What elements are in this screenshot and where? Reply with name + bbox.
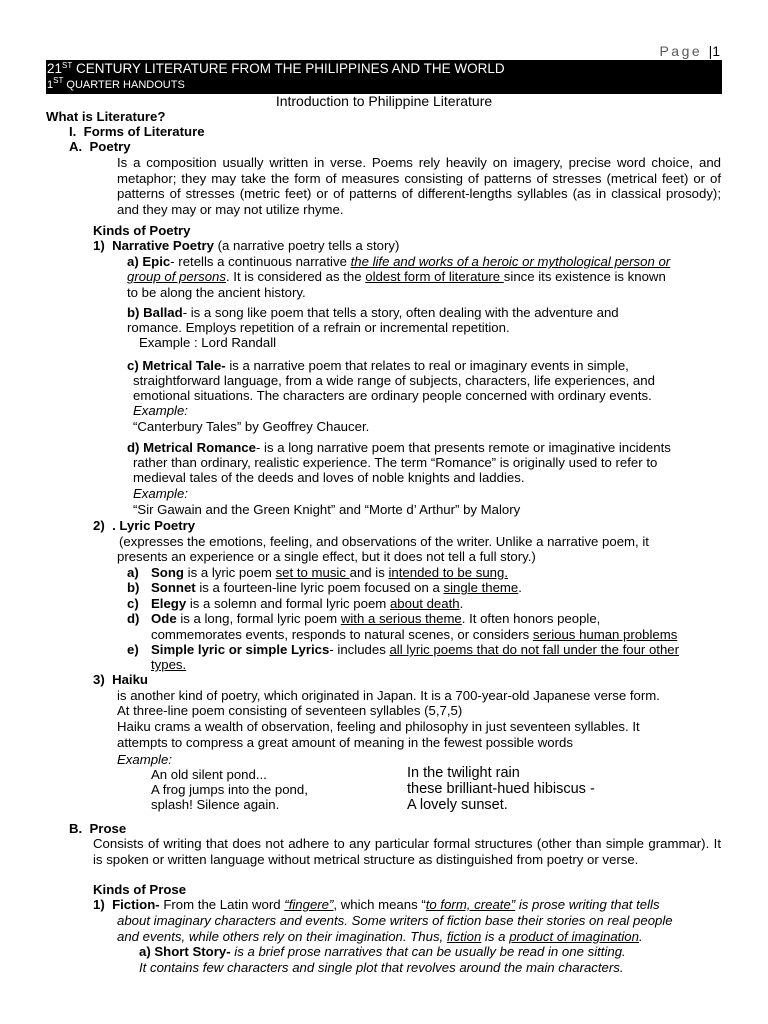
song-text-1: is a lyric poem [183,565,276,580]
haiku-right-line-3: A lovely sunset. [407,797,508,813]
fiction-text-5: is prose writing that tells [515,897,660,912]
metrical-tale-example-label: Example: [133,403,188,418]
ode-letter: d) [127,611,140,626]
simple-lyric-line-2: types. [151,657,187,672]
forms-heading [69,124,205,139]
haiku-desc-1: is another kind of poetry, which originated in Japan. It is a 700-year-old Japanese verse form. [117,688,660,703]
prose-label: Prose [89,821,127,836]
metrical-romance-example: “Sir Gawain and the Green Knight” and “Morte d’ Arthur” by Malory [133,502,521,517]
course-prefix: 21 [47,61,63,76]
haiku-left-line-1: An old silent pond... [151,767,267,782]
short-story-text-1: is a brief prose narratives that can be usually be read in one sitting. [230,944,626,959]
fiction-label: Fiction- [112,897,160,912]
fiction-text-11: . [638,929,643,944]
sonnet-letter: b) [127,580,140,595]
elegy-text-2: about death [389,596,460,611]
song-text-3: and is [349,565,389,580]
elegy-label: Elegy [151,596,187,611]
prose-definition: Consists of writing that does not adhere to any particular formal structures (other than simple grammar). It is spoken or written language without metrical structure as distinguished from poetry or verse. [93,836,721,867]
short-story-line-2: It contains few characters and single plot that revolves around the main characters. [139,960,624,975]
ode-label: Ode [151,611,177,626]
fiction-text-10: product of imagination [509,929,639,944]
metrical-tale-line-1 [127,358,629,373]
haiku-left-line-3: splash! Silence again. [151,797,280,812]
forms-label: Forms of Literature [83,124,205,139]
short-story-label: a) Short Story- [139,944,231,959]
ballad-label: b) Ballad [127,305,183,320]
metrical-tale-line-3: emotional situations. The characters are ordinary people concerned with ordinary events. [133,388,652,403]
elegy-text-1: is a solemn and formal lyric poem [186,596,390,611]
simple-lyric-line-1 [127,642,679,657]
metrical-romance-text-1: - is a long narrative poem that presents remote or imaginative incidents [255,440,671,455]
ode-text-4: commemorates events, responds to natural scenes, or considers [151,627,533,642]
epic-text-6: since its existence is known [503,269,666,284]
lyric-desc-1: (expresses the emotions, feeling, and observations of the writer. Unlike a narrative poem, it [119,534,649,549]
fiction-line-2: about imaginary characters and events. Some writers of fiction base their stories on real people [117,913,673,928]
song-label: Song [151,565,184,580]
metrical-romance-line-2: rather than ordinary, realistic experience. The term “Romance” is originally used to refer to [133,455,658,470]
poetry-label: Poetry [89,139,131,154]
lyric-label: . Lyric Poetry [112,518,196,533]
course-sup: ST [62,61,73,70]
simple-label: Simple lyric or simple Lyrics [151,642,330,657]
elegy-letter: c) [127,596,139,611]
page-number-header [659,43,720,59]
haiku-heading [93,672,148,687]
haiku-right-line-1: In the twilight rain [407,765,520,781]
haiku-right-line-2: these brilliant-hued hibiscus - [407,781,595,797]
what-is-literature-heading: What is Literature? [46,109,166,124]
narrative-desc: (a narrative poetry tells a story) [213,238,400,253]
ode-text-5: serious human problems [532,627,678,642]
kinds-of-prose-heading: Kinds of Prose [93,882,187,897]
fiction-text-9: is a [481,929,510,944]
fiction-text-7: and events, while others rely on their imagination. Thus, [117,929,447,944]
quarter-prefix: 1 [47,79,54,91]
prose-heading [69,821,126,836]
poetry-letter: A. [69,139,83,154]
sonnet-label: Sonnet [151,580,196,595]
narrative-num: 1) [93,238,105,253]
epic-label: a) Epic [127,254,171,269]
ballad-example: Example : Lord Randall [139,335,277,350]
song-letter: a) [127,565,139,580]
sonnet-text-1: is a fourteen-line lyric poem focused on a [195,580,444,595]
kinds-of-poetry-heading: Kinds of Poetry [93,223,191,238]
fiction-text-3: , which means “ [333,897,426,912]
epic-line-3: to be along the ancient history. [127,285,306,300]
narrative-poetry-item [93,238,399,253]
haiku-label: Haiku [112,672,148,687]
epic-text-3: group of persons [127,269,226,284]
fiction-text-4: to form, create” [425,897,516,912]
fiction-text-1: From the Latin word [159,897,285,912]
song-text-2: set to music [275,565,350,580]
sonnet-text-3: . [518,580,522,595]
poetry-heading [69,139,131,154]
epic-line-2 [127,269,666,284]
doc-title: Introduction to Philippine Literature [275,93,493,109]
ode-text-1: is a long, formal lyric poem [176,611,341,626]
quarter-sup: ST [53,76,64,85]
fiction-line-3 [117,929,643,944]
ode-item-line-2 [151,627,677,642]
metrical-tale-example: “Canterbury Tales” by Geoffrey Chaucer. [133,419,370,434]
metrical-romance-label: d) Metrical Romance [127,440,256,455]
course-title-bar [46,60,722,78]
song-item [127,565,508,580]
forms-num: I. [69,124,77,139]
ballad-text-1: - is a song like poem that tells a story, often dealing with the adventure and [182,305,619,320]
fiction-text-2: “fingere” [284,897,334,912]
fiction-num: 1) [93,897,105,912]
epic-text-2: the life and works of a heroic or mythological person or [350,254,671,269]
haiku-desc-4: attempts to compress a great amount of meaning in the fewest possible words [117,735,573,750]
quarter-bar [46,78,722,94]
haiku-left-line-2: A frog jumps into the pond, [151,782,308,797]
short-story-line-1 [139,944,626,959]
epic-line-1 [127,254,670,269]
ode-item-line-1 [127,611,600,626]
sonnet-text-2: single theme [443,580,519,595]
metrical-tale-label: c) Metrical Tale- [127,358,226,373]
metrical-romance-line-3: medieval tales of the deeds and loves of noble knights and laddies. [133,470,525,485]
lyric-poetry-heading [93,518,195,533]
simple-text-2: all lyric poems that do not fall under the four other [389,642,680,657]
epic-text-4: . It is considered as the [225,269,366,284]
prose-letter: B. [69,821,83,836]
epic-text-5: oldest form of literature [365,269,504,284]
narrative-label: Narrative Poetry [112,238,214,253]
ballad-line-2: romance. Employs repetition of a refrain or incremental repetition. [127,320,510,335]
ballad-line-1 [127,305,619,320]
ode-text-3: . It often honors people, [461,611,601,626]
song-text-4: intended to be sung. [388,565,508,580]
metrical-tale-line-2: straightforward language, from a wide range of subjects, characters, life experiences, and [133,373,655,388]
page-separator: | [708,43,713,59]
lyric-num: 2) [93,518,105,533]
haiku-desc-2: At three-line poem consisting of seventeen syllables (5,7,5) [117,703,463,718]
simple-text-1: - includes [329,642,390,657]
elegy-item [127,596,463,611]
haiku-num: 3) [93,672,105,687]
haiku-example-label: Example: [117,752,172,767]
epic-text-1: - retells a continuous narrative [170,254,351,269]
page-number: 1 [712,43,720,59]
ode-text-2: with a serious theme [340,611,462,626]
metrical-romance-line-1 [127,440,671,455]
fiction-text-8: fiction [446,929,482,944]
simple-letter: e) [127,642,139,657]
metrical-tale-text-1: is a narrative poem that relates to real or imaginary events in simple, [225,358,629,373]
lyric-desc-2: presents an experience or a single effect, but it does not tell a full story.) [117,549,536,564]
poetry-definition: Is a composition usually written in verse. Poems rely heavily on imagery, precise word choice, and metaphor; they may take the form of measures consisting of patterns of stresses (metrical feet) or of patterns of stresses (metric feet) or of patterns of different-lengths syllables (as in classical prosody); and they may or may not utilize rhyme. [117,155,721,217]
quarter-title: QUARTER HANDOUTS [63,79,185,91]
sonnet-item [127,580,522,595]
elegy-text-3: . [459,596,464,611]
fiction-line-1 [93,897,660,912]
haiku-desc-3: Haiku crams a wealth of observation, feeling and philosophy in just seventeen syllables. It [117,719,640,734]
course-title: CENTURY LITERATURE FROM THE PHILIPPINES AND THE WORLD [72,61,505,76]
metrical-romance-example-label: Example: [133,486,188,501]
page-word: Page [659,43,703,59]
